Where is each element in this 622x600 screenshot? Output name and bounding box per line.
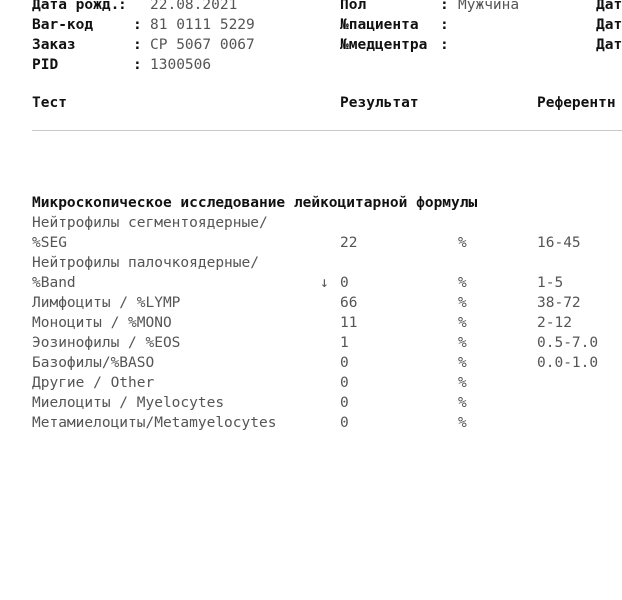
reference-range: 0.5-7.0 <box>537 335 599 351</box>
column-test-heading: Тест <box>32 95 67 111</box>
result-unit: % <box>458 355 467 371</box>
barcode-value: 81 0111 5229 <box>150 17 255 33</box>
header-divider <box>32 130 622 131</box>
right-date-label-1: Дат <box>596 0 622 13</box>
section-title: Микроскопическое исследование лейкоцитарной формулы <box>32 195 478 211</box>
pid-colon: : <box>133 57 142 73</box>
result-value: 0 <box>340 375 349 391</box>
test-name: Эозинофилы / %EOS <box>32 335 181 351</box>
reference-range: 0.0-1.0 <box>537 355 599 371</box>
result-value: 1 <box>340 335 349 351</box>
result-value: 66 <box>340 295 358 311</box>
reference-range: 2-12 <box>537 315 572 331</box>
birth-date-colon: : <box>118 0 127 13</box>
result-unit: % <box>458 315 467 331</box>
patient-number-colon: : <box>440 17 449 33</box>
low-flag-arrow-icon: ↓ <box>320 275 329 291</box>
column-reference-heading: Референтн <box>537 95 616 111</box>
sex-colon: : <box>440 0 449 13</box>
test-name: Базофилы/%BASO <box>32 355 155 371</box>
right-date-label-2: Дат <box>596 17 622 33</box>
pid-value: 1300506 <box>150 57 212 73</box>
sex-label: Пол <box>340 0 367 13</box>
result-value: 22 <box>340 235 358 251</box>
result-value: 0 <box>340 395 349 411</box>
order-label: Заказ <box>32 37 76 53</box>
result-value: 0 <box>340 355 349 371</box>
test-name: Миелоциты / Myelocytes <box>32 395 225 411</box>
test-name-line2: %Band <box>32 275 76 291</box>
birth-date-label: Дата рожд. <box>32 0 120 13</box>
test-name-line1: Нейтрофилы сегментоядерные/ <box>32 215 268 231</box>
barcode-colon: : <box>133 17 142 33</box>
result-unit: % <box>458 335 467 351</box>
test-name: Моноциты / %MONO <box>32 315 172 331</box>
result-value: 11 <box>340 315 358 331</box>
reference-range: 16-45 <box>537 235 581 251</box>
result-unit: % <box>458 295 467 311</box>
sex-value: Мужчина <box>458 0 520 13</box>
reference-range: 1-5 <box>537 275 564 291</box>
column-result-heading: Результат <box>340 95 419 111</box>
reference-range: 38-72 <box>537 295 581 311</box>
test-name: Другие / Other <box>32 375 155 391</box>
barcode-label: Bar-код <box>32 17 94 33</box>
pid-label: PID <box>32 57 59 73</box>
right-date-label-3: Дат <box>596 37 622 53</box>
test-name: Лимфоциты / %LYMP <box>32 295 181 311</box>
test-name: Метамиелоциты/Metamyelocytes <box>32 415 277 431</box>
order-colon: : <box>133 37 142 53</box>
medcenter-number-label: №медцентра <box>340 37 428 53</box>
result-unit: % <box>458 375 467 391</box>
result-unit: % <box>458 415 467 431</box>
medcenter-number-colon: : <box>440 37 449 53</box>
test-name-line2: %SEG <box>32 235 67 251</box>
result-unit: % <box>458 275 467 291</box>
test-name-line1: Нейтрофилы палочкоядерные/ <box>32 255 259 271</box>
order-value: CP 5067 0067 <box>150 37 255 53</box>
patient-number-label: №пациента <box>340 17 419 33</box>
result-value: 0 <box>340 275 349 291</box>
result-unit: % <box>458 395 467 411</box>
result-unit: % <box>458 235 467 251</box>
birth-date-value: 22.08.2021 <box>150 0 238 13</box>
result-value: 0 <box>340 415 349 431</box>
